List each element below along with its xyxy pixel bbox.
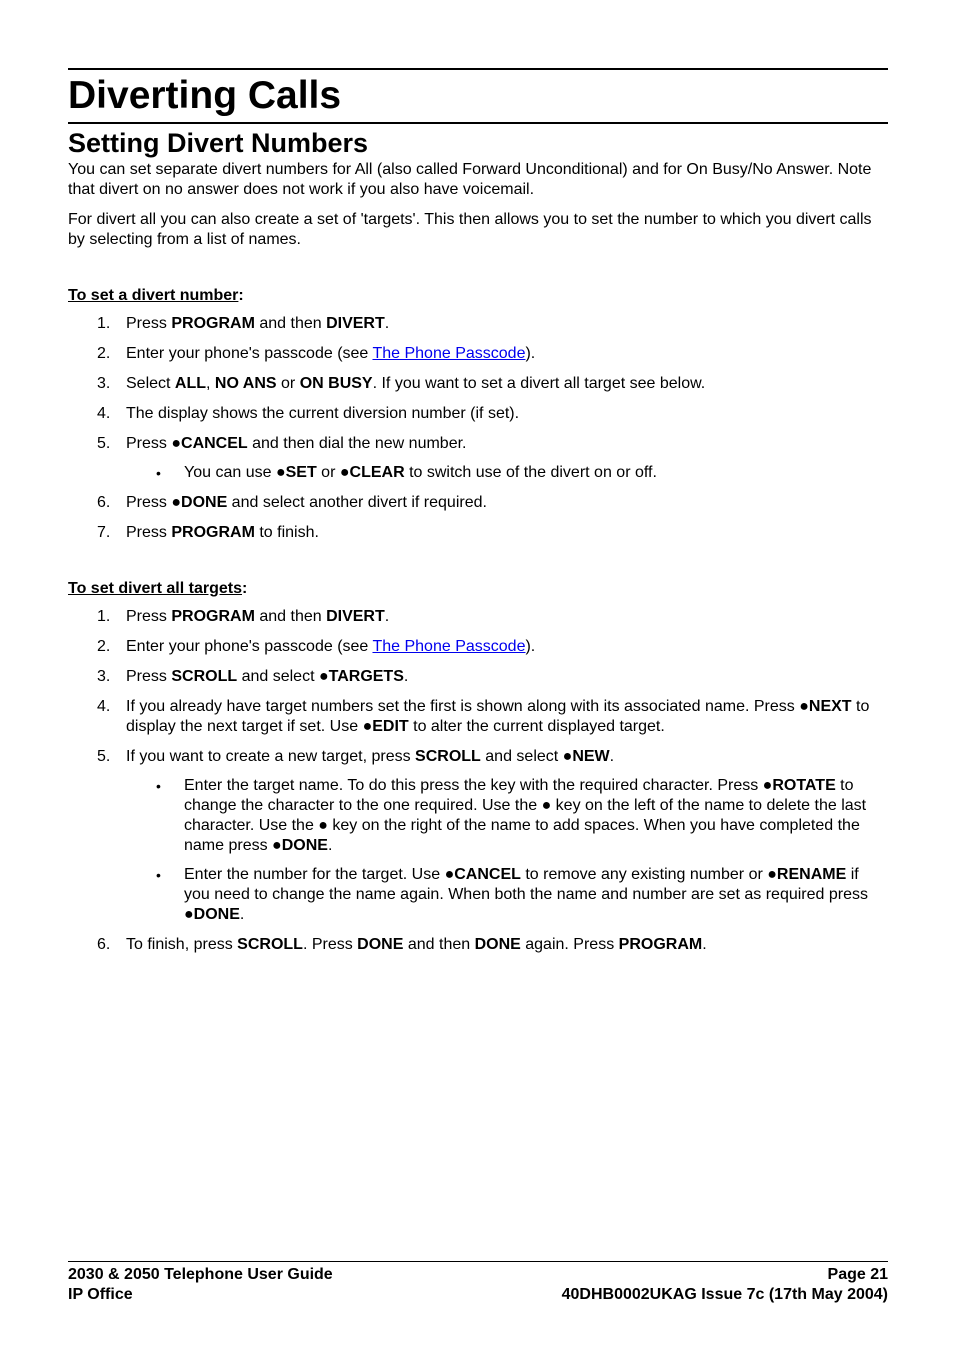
footer-issue: 40DHB0002UKAG Issue 7c (17th May 2004) (561, 1286, 888, 1303)
step: 6. Press ●DONE and select another divert if required. (97, 494, 487, 511)
step: 2. Enter your phone's passcode (see The Phone Passcode). (97, 345, 536, 362)
step: 5. If you want to create a new target, press SCROLL and select ●NEW. • Enter the target name. To do this press the key with the required character. Press ●ROTATE to change the character to the one required. Use the ● key on the left of the name to delete the last character. Use the ● key on the right of the name to add spaces. When you have completed the name press ●DONE. • Enter the number for the target. Use ●CANCEL to remove any existing number or ●RENAME if you need to change the name again. When both the name and number are set as required press ●DONE. (68, 747, 888, 925)
intro-paragraph-1: You can set separate divert numbers for All (also called Forward Unconditional) and for On Busy/No Answer. Note that divert on no answer does not work if you also have voicemail. (68, 161, 872, 198)
step: 2. Enter your phone's passcode (see The Phone Passcode). (97, 638, 536, 655)
intro-paragraph-2: For divert all you can also create a set of 'targets'. This then allows you to set the number to which you divert calls by selecting from a list of names. (68, 211, 872, 248)
step: 5. Press ●CANCEL and then dial the new number. • You can use ●SET or ●CLEAR to switch use of the divert on or off. (68, 434, 888, 483)
sub-item: • Enter the number for the target. Use ●CANCEL to remove any existing number or ●RENAME if you need to change the name again. When both the name and number are set as required press ●DONE. (156, 866, 868, 923)
footer-row-1 (68, 1265, 888, 1285)
procedure-steps-divert-number (68, 314, 888, 543)
step: 3. Press SCROLL and select ●TARGETS. (97, 668, 409, 685)
page-heading: Diverting Calls (68, 70, 888, 124)
step: 1. Press PROGRAM and then DIVERT. (97, 315, 390, 332)
sub-list (126, 463, 888, 483)
procedure-title-divert-number: To set a divert number: (68, 287, 244, 304)
footer-page-number: Page 21 (827, 1266, 888, 1283)
footer-product: IP Office (68, 1286, 133, 1303)
sub-item: • You can use ●SET or ●CLEAR to switch use of the divert on or off. (156, 464, 657, 481)
footer-guide-title: 2030 & 2050 Telephone User Guide (68, 1266, 333, 1283)
phone-passcode-link[interactable]: The Phone Passcode (372, 345, 526, 362)
step: 3. Select ALL, NO ANS or ON BUSY. If you want to set a divert all target see below. (97, 375, 706, 392)
page-content (68, 68, 888, 965)
step: 4. The display shows the current diversion number (if set). (97, 405, 520, 422)
procedure-steps-divert-targets (68, 607, 888, 955)
sub-list (126, 776, 888, 925)
step: 6. To finish, press SCROLL. Press DONE and then DONE again. Press PROGRAM. (97, 936, 707, 953)
step: 4. If you already have target numbers set the first is shown along with its associated name. Press ●NEXT to display the next target if set. Use ●EDIT to alter the current displayed target. (97, 698, 870, 735)
page-footer (68, 1261, 888, 1305)
phone-passcode-link[interactable]: The Phone Passcode (372, 638, 526, 655)
footer-row-2 (68, 1285, 888, 1305)
section-heading: Setting Divert Numbers (68, 128, 369, 158)
procedure-title-divert-targets: To set divert all targets: (68, 580, 248, 597)
sub-item: • Enter the target name. To do this press the key with the required character. Press ●ROTATE to change the character to the one required. Use the ● key on the left of the name to delete the last character. Use the ● key on the right of the name to add spaces. When you have completed the name press ●DONE. (156, 777, 867, 854)
step: 1. Press PROGRAM and then DIVERT. (97, 608, 390, 625)
step: 7. Press PROGRAM to finish. (97, 524, 319, 541)
